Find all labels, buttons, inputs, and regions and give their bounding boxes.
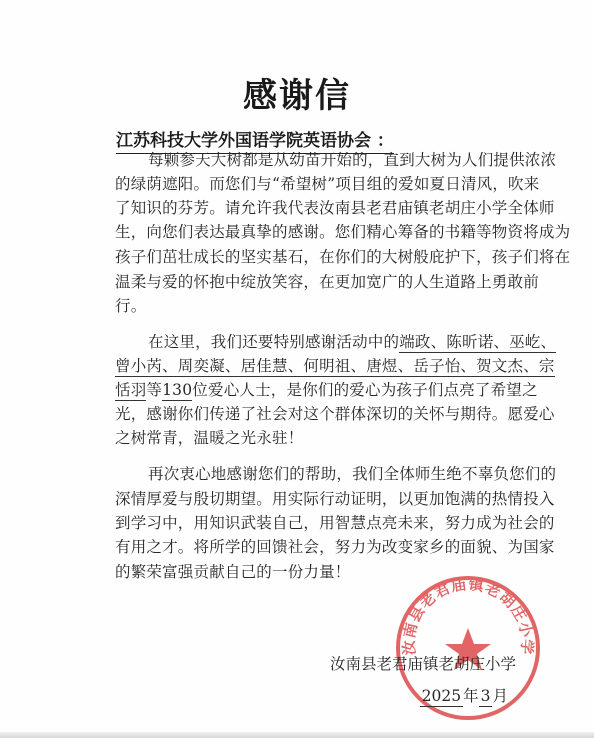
thanks-text: 位爱心人士，是你们的爱心为孩子们点亮了希望之 — [192, 381, 538, 399]
date-month-suffix: 月 — [492, 687, 508, 705]
date-year: 2025 — [421, 687, 462, 705]
letter-title: 感谢信 — [243, 76, 351, 116]
paragraph-1-line-3: 了知识的芬芳。请允许我代表汝南县老君庙镇老胡庄小学全体师 — [115, 199, 555, 217]
volunteer-names: 恬羽 — [115, 381, 147, 399]
and-text: 等 — [146, 381, 163, 399]
paragraph-1-line-6: 温柔与爱的怀抱中绽放笑容，在更加宽广的人生道路上勇敢前 — [115, 273, 539, 291]
paragraph-1-line-1: 每颗参天大树都是从幼苗开始的，直到大树为人们提供浓浓 — [148, 151, 557, 169]
paragraph-1-line-5: 孩子们茁壮成长的坚实基石，在你们的大树般庇护下，孩子们将在 — [115, 248, 571, 266]
paragraph-2-line-5: 之树常青，温暖之光永驻！ — [115, 429, 304, 447]
paragraph-1-line-7: 行。 — [115, 297, 147, 315]
seal-text: 汝南县老君庙镇老胡庄小学 — [399, 574, 537, 656]
letter-recipient: 江苏科技大学外国语学院英语协会 ： — [116, 126, 394, 154]
paragraph-2-line-1 — [148, 330, 556, 354]
volunteer-names: 端政、陈昕诺、巫屹、 — [399, 333, 557, 351]
paragraph-3-line-5: 的繁荣富强贡献自己的一份力量！ — [115, 563, 351, 581]
paragraph-2-line-4: 光，感谢你们传递了社会对这个群体深切的关怀与期待。愿爱心 — [115, 405, 555, 423]
paragraph-3-line-4: 有用之才。将所学的回馈社会，努力为改变家乡的面貌、为国家 — [115, 538, 555, 556]
paragraph-3-line-3: 到学习中，用知识武装自己，用智慧点亮未来，努力成为社会的 — [115, 514, 555, 532]
paragraph-1-line-2: 的绿荫遮阳。而您们与“希望树”项目组的爱如夏日清风，吹来 — [115, 175, 540, 193]
date-year-suffix: 年 — [463, 687, 479, 705]
date-month: 3 — [480, 687, 491, 705]
volunteer-names: 曾小芮、周奕凝、居佳慧、何明祖、唐煜、岳子怡、贺文杰、宗 — [115, 357, 555, 375]
letter-date — [420, 684, 508, 706]
paragraph-3-line-2: 深情厚爱与殷切期望。用实际行动证明，以更加饱满的热情投入 — [115, 490, 555, 508]
thanks-intro: 在这里，我们还要特别感谢活动中的 — [148, 333, 400, 351]
paragraph-3-line-1: 再次衷心地感谢您们的帮助，我们全体师生绝不辜负您们的 — [148, 465, 557, 483]
signature-school: 汝南县老君庙镇老胡庄小学 — [329, 655, 516, 673]
page-bottom-edge — [0, 732, 594, 738]
volunteer-count: 130 — [162, 381, 193, 399]
paragraph-1-line-4: 生，向您们表达最真挚的感谢。您们精心筹备的书籍等物资将成为 — [115, 223, 571, 241]
paragraph-2-line-2 — [115, 354, 555, 378]
paragraph-2-line-3 — [115, 378, 538, 402]
